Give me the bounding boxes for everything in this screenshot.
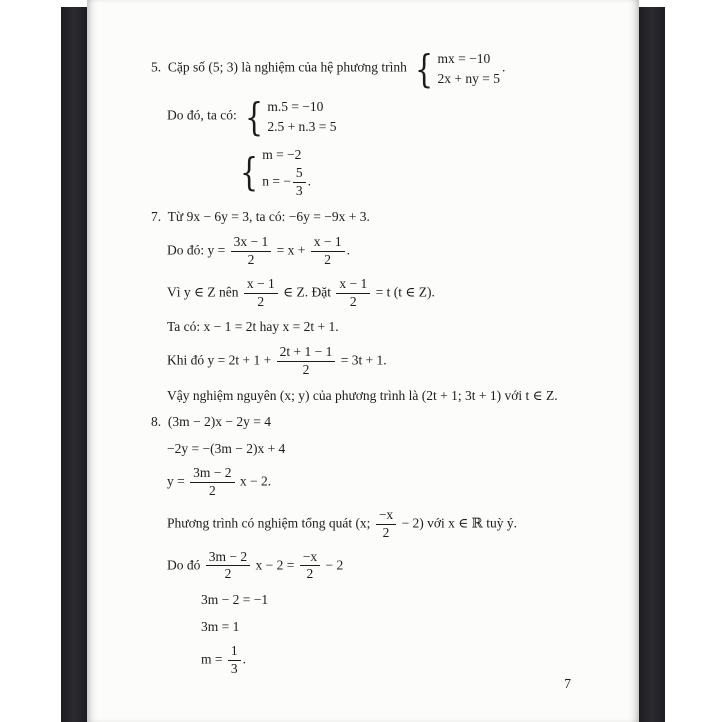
fraction-numerator: 3m − 2 xyxy=(208,548,248,564)
item-8-statement xyxy=(151,413,609,431)
fraction xyxy=(206,550,250,583)
math-text: = x + xyxy=(273,242,309,258)
item-7-step-4 xyxy=(167,345,609,378)
math-text: 5. Cặp số (5; 3) là nghiệm của hệ phương trình xyxy=(151,59,411,75)
math-text: x − 2. xyxy=(236,473,272,489)
fraction-denominator: 3 xyxy=(293,182,306,199)
fraction-denominator: 2 xyxy=(300,565,320,582)
fraction xyxy=(300,550,320,583)
fraction-numerator: x − 1 xyxy=(339,275,368,291)
math-text: − 2 xyxy=(322,557,344,573)
math-text: ∈ Z. Đặt xyxy=(279,284,335,300)
book-page xyxy=(87,0,639,722)
math-text: 3m = 1 xyxy=(201,618,240,634)
item-5-solution xyxy=(235,145,609,199)
item-7-step-1 xyxy=(167,235,609,268)
math-text: y = xyxy=(167,473,189,489)
book-left-edge xyxy=(61,7,87,722)
math-text: Do đó, ta có: xyxy=(167,107,241,123)
fraction-numerator: −x xyxy=(302,548,318,564)
fraction-denominator: 2 xyxy=(244,293,278,310)
math-text: Phương trình có nghiệm tổng quát (x; xyxy=(167,515,374,531)
math-text: m.5 = −10 xyxy=(267,99,324,115)
fraction-numerator: −x xyxy=(378,506,394,522)
fraction xyxy=(228,644,241,677)
item-7-conclusion xyxy=(167,387,609,405)
fraction-numerator: 3m − 2 xyxy=(193,465,232,481)
math-text: Do đó: y = xyxy=(167,242,229,258)
system-rows xyxy=(267,98,336,135)
item-7-statement xyxy=(151,208,609,226)
math-text: m = −2 xyxy=(262,147,302,163)
system-rows xyxy=(437,50,499,87)
math-text: x − 2 = xyxy=(252,557,298,573)
fraction xyxy=(244,277,278,310)
left-brace-icon: { xyxy=(415,46,434,91)
math-text: Vậy nghiệm nguyên (x; y) của phương trình là (2t + 1; 3t + 1) với t ∈ Z. xyxy=(167,387,558,403)
system-of-equations xyxy=(412,46,500,91)
math-text: 2x + ny = 5 xyxy=(437,70,500,86)
math-text: . xyxy=(346,242,350,258)
left-brace-icon: { xyxy=(240,150,259,195)
math-text: mx = −10 xyxy=(437,51,491,66)
fraction xyxy=(336,277,370,310)
page-content xyxy=(151,44,609,686)
fraction-numerator: 3x − 1 xyxy=(233,233,269,249)
system-row xyxy=(267,118,336,136)
item-5-substitution xyxy=(167,94,609,139)
math-text: n = − xyxy=(262,173,291,189)
item-8-step-6 xyxy=(201,618,609,636)
fraction-denominator: 2 xyxy=(376,524,396,541)
math-text: 3m − 2 = −1 xyxy=(201,592,269,608)
fraction-numerator: x − 1 xyxy=(246,275,275,291)
system-row xyxy=(262,166,311,199)
system-row xyxy=(437,70,499,88)
item-7-step-2 xyxy=(167,277,609,310)
fraction xyxy=(190,466,234,499)
math-text: −2y = −(3m − 2)x + 4 xyxy=(167,440,286,456)
fraction xyxy=(293,166,306,199)
page-number: 7 xyxy=(564,676,571,691)
fraction xyxy=(311,235,345,268)
system-row xyxy=(437,50,499,68)
left-brace-icon: { xyxy=(245,94,264,139)
system-rows xyxy=(262,146,311,198)
math-text: 8. (3m − 2)x − 2y = 4 xyxy=(151,414,271,430)
item-8-step-7 xyxy=(201,644,609,677)
item-8-step-1 xyxy=(167,440,609,458)
item-8-step-2 xyxy=(167,466,609,499)
math-text: . xyxy=(501,59,506,75)
system-row xyxy=(267,98,336,116)
math-text: Ta có: x − 1 = 2t hay x = 2t + 1. xyxy=(167,319,339,335)
math-text: − 2) với x ∈ ℝ tuỳ ý. xyxy=(398,515,518,531)
item-7-step-3 xyxy=(167,318,609,336)
fraction-numerator: 2t + 1 − 1 xyxy=(279,343,333,359)
fraction xyxy=(376,508,396,541)
fraction-denominator: 2 xyxy=(277,361,336,378)
math-text: Khi đó y = 2t + 1 + xyxy=(167,352,275,368)
math-text: 2.5 + n.3 = 5 xyxy=(267,118,337,134)
book-right-edge xyxy=(639,7,665,722)
fraction-denominator: 2 xyxy=(231,251,272,268)
fraction-numerator: 5 xyxy=(295,164,303,180)
math-text: . xyxy=(307,173,312,189)
math-text: = t (t ∈ Z). xyxy=(372,284,435,300)
math-text: m = xyxy=(201,651,226,667)
item-8-step-3 xyxy=(167,508,609,541)
math-text: . xyxy=(242,651,246,667)
fraction xyxy=(231,235,272,268)
system-of-equations xyxy=(242,94,337,139)
system-row xyxy=(262,146,311,164)
fraction-denominator: 2 xyxy=(311,251,345,268)
fraction-denominator: 2 xyxy=(206,565,250,582)
item-5-statement xyxy=(151,46,609,91)
fraction-numerator: x − 1 xyxy=(313,233,342,249)
math-text: 7. Từ 9x − 6y = 3, ta có: −6y = −9x + 3. xyxy=(151,209,370,225)
math-text: Vì y ∈ Z nên xyxy=(167,284,242,300)
item-8-step-4 xyxy=(167,550,609,583)
system-of-equations xyxy=(237,146,311,198)
fraction-numerator: 1 xyxy=(230,643,238,659)
fraction-denominator: 3 xyxy=(228,660,241,677)
fraction-denominator: 2 xyxy=(336,293,370,310)
math-text: = 3t + 1. xyxy=(337,352,387,368)
fraction-denominator: 2 xyxy=(190,482,234,499)
item-8-step-5 xyxy=(201,591,609,609)
math-text: Do đó xyxy=(167,557,204,573)
fraction xyxy=(277,345,336,378)
